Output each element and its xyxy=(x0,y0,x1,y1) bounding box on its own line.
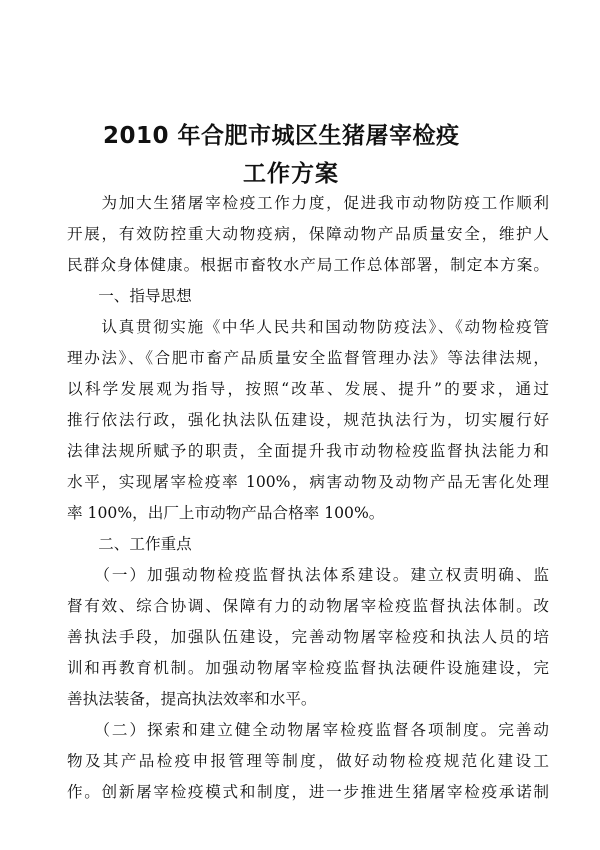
section-heading: 一、指导思想 xyxy=(67,287,192,305)
body-line: 率 100%，出厂上市动物产品合格率 100%。 xyxy=(67,504,385,522)
body-line: （二）探索和建立健全动物屠宰检疫监督各项制度。完善动 xyxy=(67,721,549,739)
body-line: 训和再教育机制。加强动物屠宰检疫监督执法硬件设施建设，完 xyxy=(67,659,549,677)
document-title-line-1: 2010 年合肥市城区生猪屠宰检疫 xyxy=(103,123,460,149)
section-heading: 二、工作重点 xyxy=(67,535,192,553)
body-line: 开展，有效防控重大动物疫病，保障动物产品质量安全，维护人 xyxy=(67,225,549,243)
document-title-line-2: 工作方案 xyxy=(243,161,339,187)
body-line: 为加大生猪屠宰检疫工作力度，促进我市动物防疫工作顺利 xyxy=(67,194,549,212)
body-line: 物及其产品检疫申报管理等制度，做好动物检疫规范化建设工 xyxy=(67,752,549,770)
body-line: 理办法》、《合肥市畜产品质量安全监督管理办法》等法律法规， xyxy=(67,349,549,367)
body-line: 督有效、综合协调、保障有力的动物屠宰检疫监督执法体制。改 xyxy=(67,597,549,615)
body-line: 作。创新屠宰检疫模式和制度，进一步推进生猪屠宰检疫承诺制 xyxy=(67,783,549,801)
body-line: 善执法手段，加强队伍建设，完善动物屠宰检疫和执法人员的培 xyxy=(67,628,549,646)
body-line: 法律法规所赋予的职责，全面提升我市动物检疫监督执法能力和 xyxy=(67,442,549,460)
body-line: 认真贯彻实施《中华人民共和国动物防疫法》、《动物检疫管 xyxy=(67,318,549,336)
body-line: （一）加强动物检疫监督执法体系建设。建立权责明确、监 xyxy=(67,566,549,584)
body-line: 以科学发展观为指导，按照“改革、发展、提升”的要求，通过 xyxy=(67,380,549,398)
body-line: 民群众身体健康。根据市畜牧水产局工作总体部署，制定本方案。 xyxy=(67,256,549,274)
body-line: 推行依法行政，强化执法队伍建设，规范执法行为，切实履行好 xyxy=(67,411,549,429)
body-line: 水平，实现屠宰检疫率 100%，病害动物及动物产品无害化处理 xyxy=(67,473,549,491)
body-line: 善执法装备，提高执法效率和水平。 xyxy=(67,690,317,708)
